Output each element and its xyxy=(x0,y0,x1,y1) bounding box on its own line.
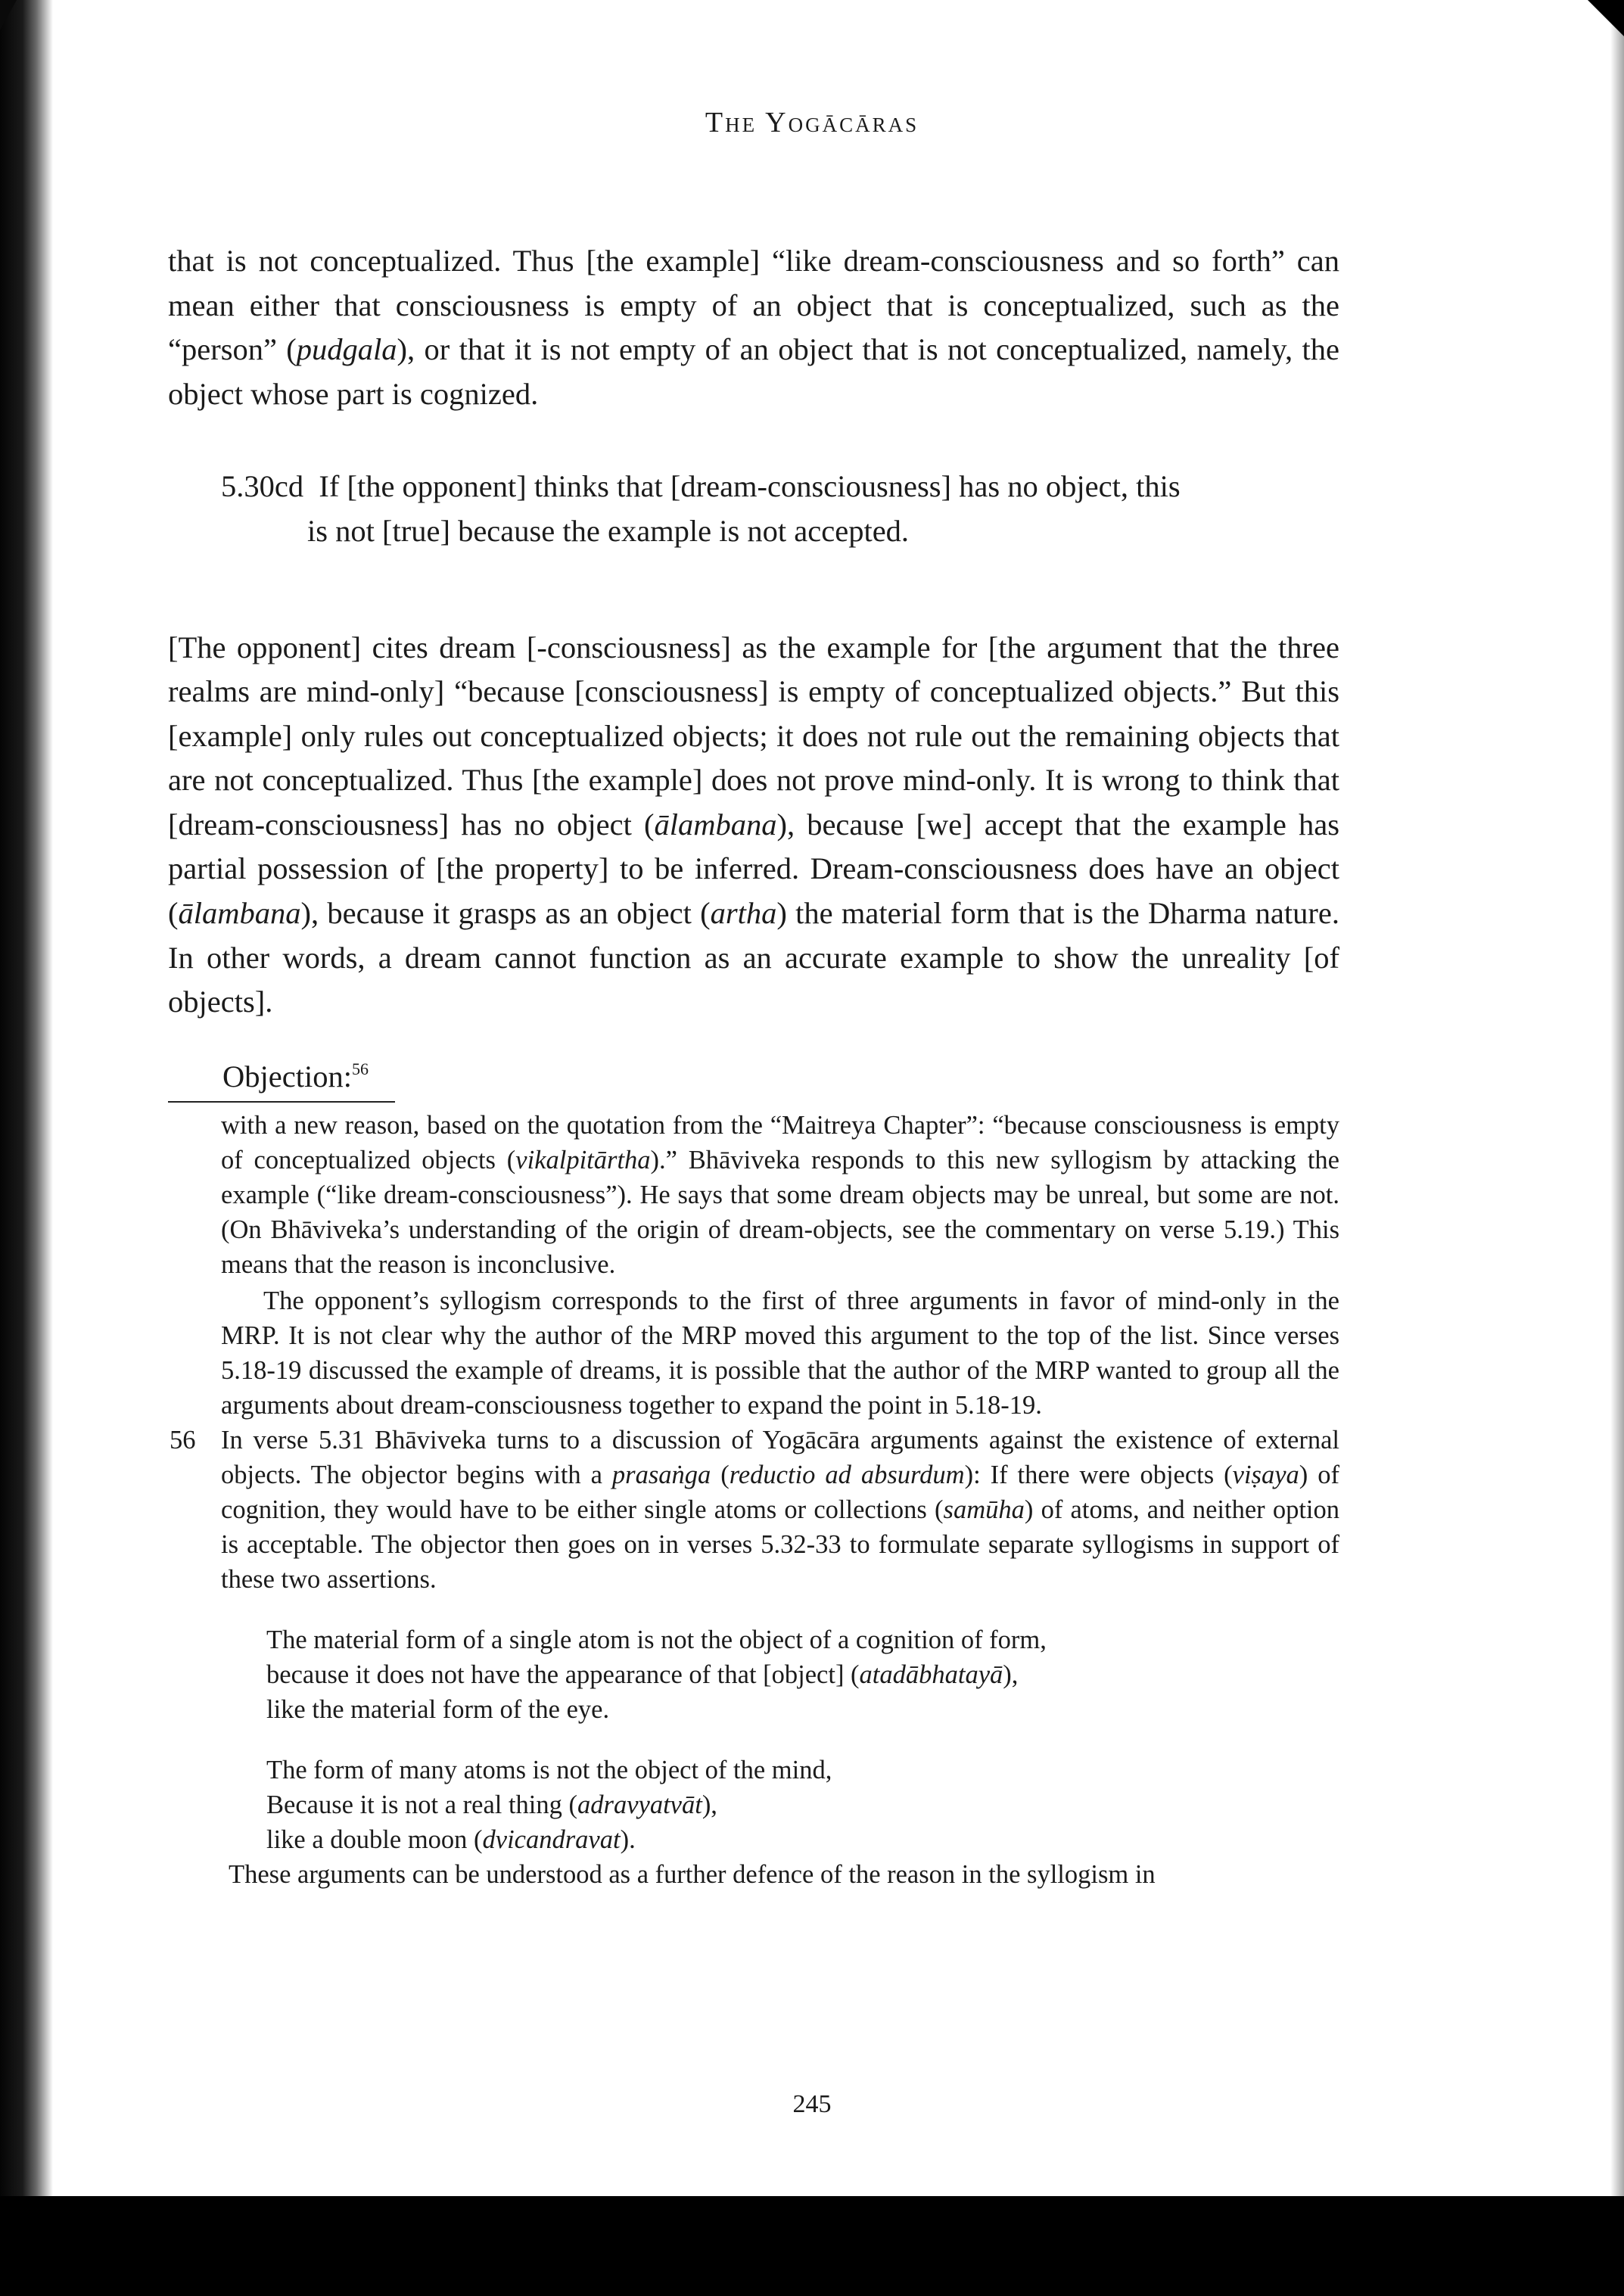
footnote-closing-line: These arguments can be understood as a further defence of the reason in the syllogism in xyxy=(229,1860,1156,1889)
page-number: 245 xyxy=(792,2090,832,2118)
binding-shadow xyxy=(0,0,53,2296)
verse-number: 5.30cd xyxy=(221,469,304,503)
verse-line-1: If [the opponent] thinks that [dream-consciousness] has no object, this xyxy=(319,469,1181,503)
running-head: The Yogācāras xyxy=(705,107,919,138)
commentary-paragraph: [The opponent] cites dream [-consciousness] as the example for [the argument that the three realms are mind-only] “because [consciousness] is empty of conceptualized objects.” But this [example] only rules out conceptualized objects; it does not rule out the remaining objects that are not conceptualized. Thus [the example] does not prove mind-only. It is wrong to think that [dream-consciousness] has no object (ālambana), because [we] accept that the example has partial possession of [the property] to be inferred. Dream-consciousness does have an object (ālambana), because it grasps as an object (artha) the material form that is the Dharma nature. In other words, a dream cannot function as an accurate example to show the unreality [of objects]. Objection:$^{56}$ xyxy=(168,595,1339,1130)
paragraph-continuation: that is not conceptualized. Thus [the example] “like dream-consciousness and so forth” can mean either that consciousness is empty of an object that is conceptualized, such as the “person” (pudgala), or that it is not empty of an object that is not conceptualized, namely, the object whose part is cognized. xyxy=(168,244,1339,411)
footnote-continuation: with a new reason, based on the quotation from the “Maitreya Chapter”: “because consciousness is empty of conceptualized objects (vikalpitārtha).” Bhāviveka responds to this new syllogism by attacking the example (“like dream-consciousness”). He says that some dream objects may be unreal, but some are not. (On Bhāviveka’s understanding of the origin of dream-objects, see the commentary on verse 5.19.) This means that the reason is inconclusive. xyxy=(221,1111,1339,1279)
footnote-continuation-para: The opponent’s syllogism corresponds to the first of three arguments in favor of mind-only in the MRP. It is not clear why the author of the MRP moved this argument to the top of the list. Since verses 5.18-19 discussed the example of dreams, it is possible that the author of the MRP wanted to group all the arguments about dream-consciousness together to expand the point in 5.18-19. xyxy=(221,1286,1339,1420)
scan-bottom-band xyxy=(0,2196,1624,2296)
verse-line-2: is not [true] because the example is not accepted. xyxy=(307,513,910,548)
syllogism-quote-2: The form of many atoms is not the object of the mind, Because it is not a real thing (adravyatvāt), like a double moon (dvicandravat). xyxy=(266,1756,832,1854)
verse-5-30cd xyxy=(221,465,1356,553)
footnote-rule xyxy=(168,1101,395,1103)
footnote-56: 56 In verse 5.31 Bhāviveka turns to a discussion of Yogācāra arguments against the existence of external objects. The objector begins with a prasaṅga (reductio ad absurdum): If there were objects (viṣaya) of cognition, they would have to be either single atoms or collections (samūha) of atoms, and neither option is acceptable. The objector then goes on in verses 5.32-33 to formulate separate syllogisms in support of these two assertions. The material form of a single atom is not the object of a cognition of form, because it does not have the appearance of that [object] (atadābhatayā), like the material form of the eye. The form of many atoms is not the object of the mind, Because it is not a real thing (adravyatvāt), like a double moon (dvicandravat). These arguments can be understood as a further defence of the reason in the syllogism in xyxy=(221,1423,1339,1892)
footnote-ref-56[interactable]: 56 xyxy=(351,1059,369,1079)
page-edge-shadow xyxy=(1610,0,1624,2296)
footnotes xyxy=(170,1108,1340,1892)
objection-line: Objection:$^{56}$ xyxy=(222,1059,369,1094)
scan-corner xyxy=(1588,0,1624,36)
binding-notch xyxy=(0,0,17,30)
footnote-marker: 56 xyxy=(170,1426,196,1454)
syllogism-quote-1: The material form of a single atom is not the object of a cognition of form, because it does not have the appearance of that [object] (atadābhatayā), like the material form of the eye. xyxy=(266,1626,1047,1724)
